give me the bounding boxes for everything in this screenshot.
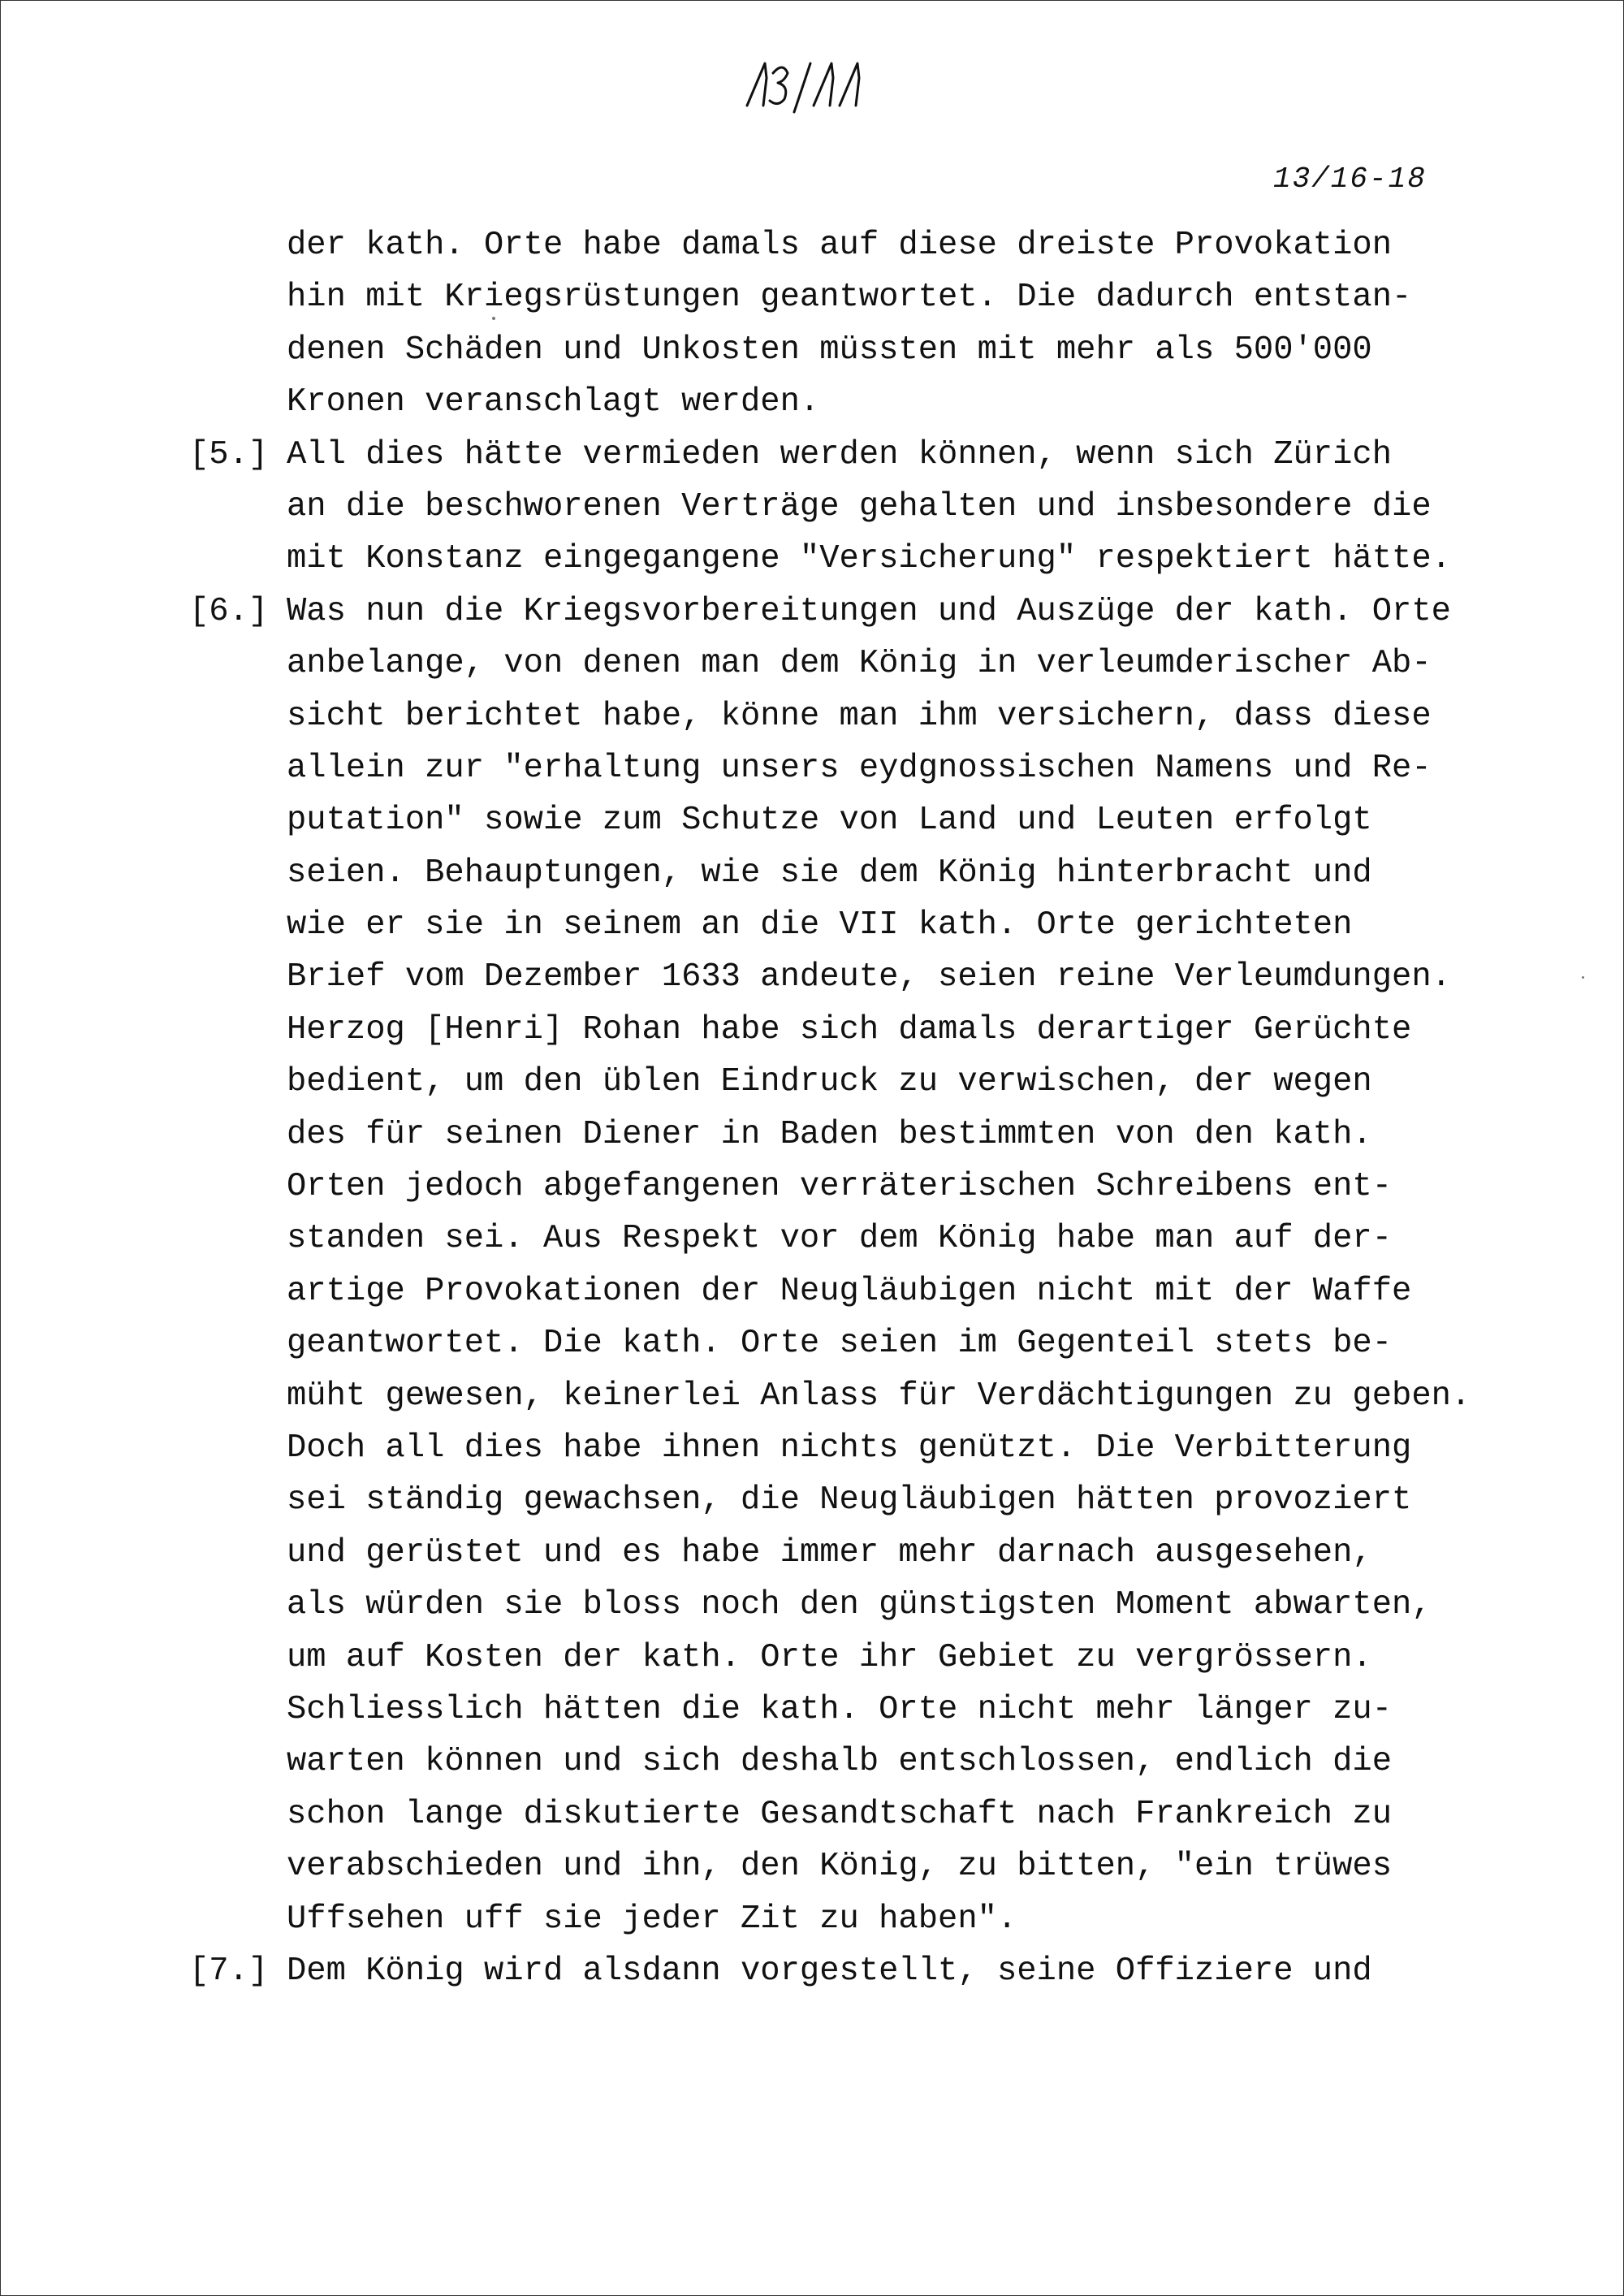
line-text: All dies hätte vermieden werden können, wenn sich Zürich xyxy=(287,435,1393,473)
text-line xyxy=(189,1945,1488,1997)
text-line xyxy=(189,271,1488,323)
line-text: um auf Kosten der kath. Orte ihr Gebiet zu vergrössern. xyxy=(287,1638,1372,1676)
line-text: sei ständig gewachsen, die Neugläubigen hätten provoziert xyxy=(287,1481,1412,1520)
text-line xyxy=(189,1004,1488,1056)
line-text: hin mit Kriegsrüstungen geantwortet. Die dadurch entstan- xyxy=(287,279,1412,317)
line-text: sicht berichtet habe, könne man ihm versichern, dass diese xyxy=(287,697,1432,735)
line-text: der kath. Orte habe damals auf diese dreiste Provokation xyxy=(287,227,1393,264)
text-line xyxy=(189,1317,1488,1369)
line-text: anbelange, von denen man dem König in verleumderischer Ab- xyxy=(287,645,1432,683)
text-line xyxy=(189,1736,1488,1788)
line-text: putation" sowie zum Schutze von Land und Leuten erfolgt xyxy=(287,802,1372,840)
line-text: und gerüstet und es habe immer mehr darnach ausgesehen, xyxy=(287,1533,1372,1572)
text-line xyxy=(189,1265,1488,1317)
paragraph-number: [5.] xyxy=(189,435,269,473)
text-line xyxy=(189,481,1488,533)
line-text: schon lange diskutierte Gesandtschaft nach Frankreich zu xyxy=(287,1795,1393,1833)
text-line xyxy=(189,1056,1488,1108)
line-text: als würden sie bloss noch den günstigsten Moment abwarten, xyxy=(287,1586,1432,1624)
line-text: an die beschworenen Verträge gehalten und insbesondere die xyxy=(287,487,1432,525)
text-line xyxy=(189,794,1488,846)
text-line xyxy=(189,1422,1488,1474)
text-line xyxy=(189,690,1488,742)
line-text: Schliesslich hätten die kath. Orte nicht mehr länger zu- xyxy=(287,1690,1393,1728)
text-line xyxy=(189,951,1488,1003)
line-text: bedient, um den üblen Eindruck zu verwischen, der wegen xyxy=(287,1063,1372,1101)
line-text: des für seinen Diener in Baden bestimmten von den kath. xyxy=(287,1115,1372,1153)
line-text: denen Schäden und Unkosten müssten mit mehr als 500'000 xyxy=(287,331,1372,369)
line-text: müht gewesen, keinerlei Anlass für Verdächtigungen zu geben. xyxy=(287,1377,1471,1415)
text-line xyxy=(189,1893,1488,1945)
line-text: verabschieden und ihn, den König, zu bitten, "ein trüwes xyxy=(287,1848,1393,1886)
text-line xyxy=(189,742,1488,794)
line-text: wie er sie in seinem an die VII kath. Orte gerichteten xyxy=(287,906,1353,945)
text-line xyxy=(189,1161,1488,1213)
text-line xyxy=(189,1632,1488,1684)
scan-speck xyxy=(1582,976,1584,979)
paragraph-number: [6.] xyxy=(189,592,269,630)
text-line xyxy=(189,1788,1488,1840)
text-line xyxy=(189,586,1488,638)
line-text: seien. Behauptungen, wie sie dem König hinterbracht und xyxy=(287,854,1372,892)
line-text: Herzog [Henri] Rohan habe sich damals derartiger Gerüchte xyxy=(287,1010,1412,1049)
handwritten-page-mark xyxy=(731,49,893,122)
line-text: artige Provokationen der Neugläubigen nicht mit der Waffe xyxy=(287,1272,1412,1310)
scan-speck xyxy=(492,317,495,320)
reference-number: 13/16-18 xyxy=(1273,162,1427,196)
text-line xyxy=(189,1109,1488,1161)
text-line xyxy=(189,1579,1488,1631)
text-line xyxy=(189,533,1488,585)
line-text: Brief vom Dezember 1633 andeute, seien reine Verleumdungen. xyxy=(287,958,1451,997)
line-text: Uffsehen uff sie jeder Zit zu haben". xyxy=(287,1900,1017,1938)
line-text: Orten jedoch abgefangenen verräterischen Schreibens ent- xyxy=(287,1168,1393,1206)
text-line xyxy=(189,219,1488,271)
text-line xyxy=(189,1474,1488,1526)
line-text: Was nun die Kriegsvorbereitungen und Auszüge der kath. Orte xyxy=(287,592,1451,630)
text-line xyxy=(189,1370,1488,1422)
line-text: mit Konstanz eingegangene "Versicherung" respektiert hätte. xyxy=(287,540,1451,578)
text-line xyxy=(189,1840,1488,1892)
text-line xyxy=(189,847,1488,899)
text-line xyxy=(189,429,1488,481)
line-text: Dem König wird alsdann vorgestellt, seine Offiziere und xyxy=(287,1952,1372,1990)
handwritten-mark-drawing xyxy=(731,49,893,122)
line-text: Kronen veranschlagt werden. xyxy=(287,383,820,422)
line-text: geantwortet. Die kath. Orte seien im Gegenteil stets be- xyxy=(287,1325,1393,1363)
text-line xyxy=(189,638,1488,690)
body-text xyxy=(189,219,1488,1997)
line-text: Doch all dies habe ihnen nichts genützt. Die Verbitterung xyxy=(287,1429,1412,1467)
text-line xyxy=(189,1213,1488,1265)
text-line xyxy=(189,1527,1488,1579)
line-text: allein zur "erhaltung unsers eydgnossischen Namens und Re- xyxy=(287,749,1432,787)
paragraph-number: [7.] xyxy=(189,1952,269,1990)
text-line xyxy=(189,1684,1488,1736)
line-text: standen sei. Aus Respekt vor dem König habe man auf der- xyxy=(287,1220,1393,1258)
text-line xyxy=(189,376,1488,428)
line-text: warten können und sich deshalb entschlossen, endlich die xyxy=(287,1743,1393,1781)
text-line xyxy=(189,899,1488,951)
text-line xyxy=(189,324,1488,376)
